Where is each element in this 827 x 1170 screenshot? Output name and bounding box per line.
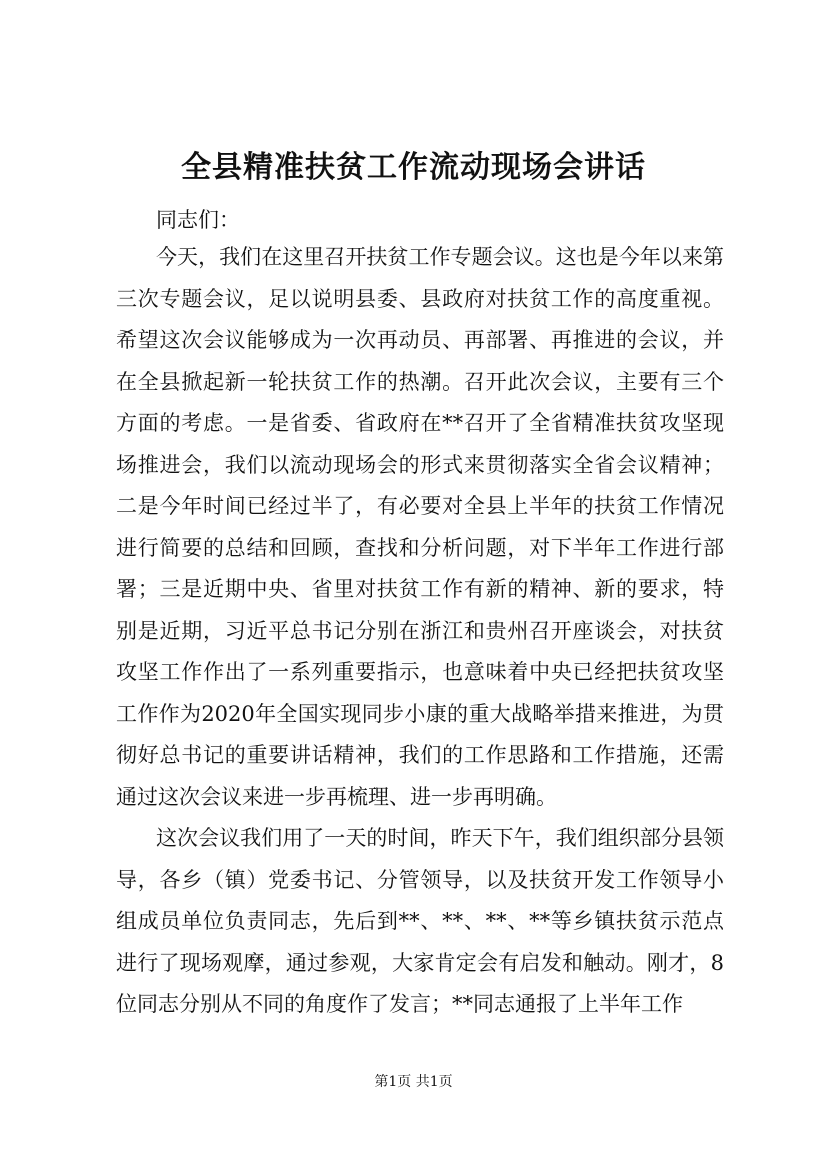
paragraph-2: 这次会议我们用了一天的时间，昨天下午，我们组织部分县领导，各乡（镇）党委书记、分管领导，以及扶贫开发工作领导小组成员单位负责同志，先后到**、**、**、**等乡镇扶贫示范点进行了现场观摩，通过参观，大家肯定会有启发和触动。刚才，8位同志分别从不同的角度作了发言；**同志通报了上半年工作 [116,826,724,1016]
document-title: 全县精准扶贫工作流动现场会讲话 [181,150,646,185]
paragraph-1: 今天，我们在这里召开扶贫工作专题会议。这也是今年以来第三次专题会议，足以说明县委、县政府对扶贫工作的高度重视。希望这次会议能够成为一次再动员、再部署、再推进的会议，并在全县掀起新一轮扶贫工作的热潮。召开此次会议，主要有三个方面的考虑。一是省委、省政府在**召开了全省精准扶贫攻坚现场推进会，我们以流动现场会的形式来贯彻落实全省会议精神；二是今年时间已经过半了，有必要对全县上半年的扶贫工作情况进行简要的总结和回顾，查找和分析问题，对下半年工作进行部署；三是近期中央、省里对扶贫工作有新的精神、新的要求，特别是近期，习近平总书记分别在浙江和贵州召开座谈会，对扶贫攻坚工作作出了一系列重要指示，也意味着中央已经把扶贫攻坚工作作为2020年全国实现同步小康的重大战略举措来推进，为贯彻好总书记的重要讲话精神，我们的工作思路和工作措施，还需通过这次会议来进一步再梳理、进一步再明确。 [116,245,724,809]
salutation: 同志们： [156,208,240,232]
page-number-footer: 第1页 共1页 [374,1074,453,1090]
